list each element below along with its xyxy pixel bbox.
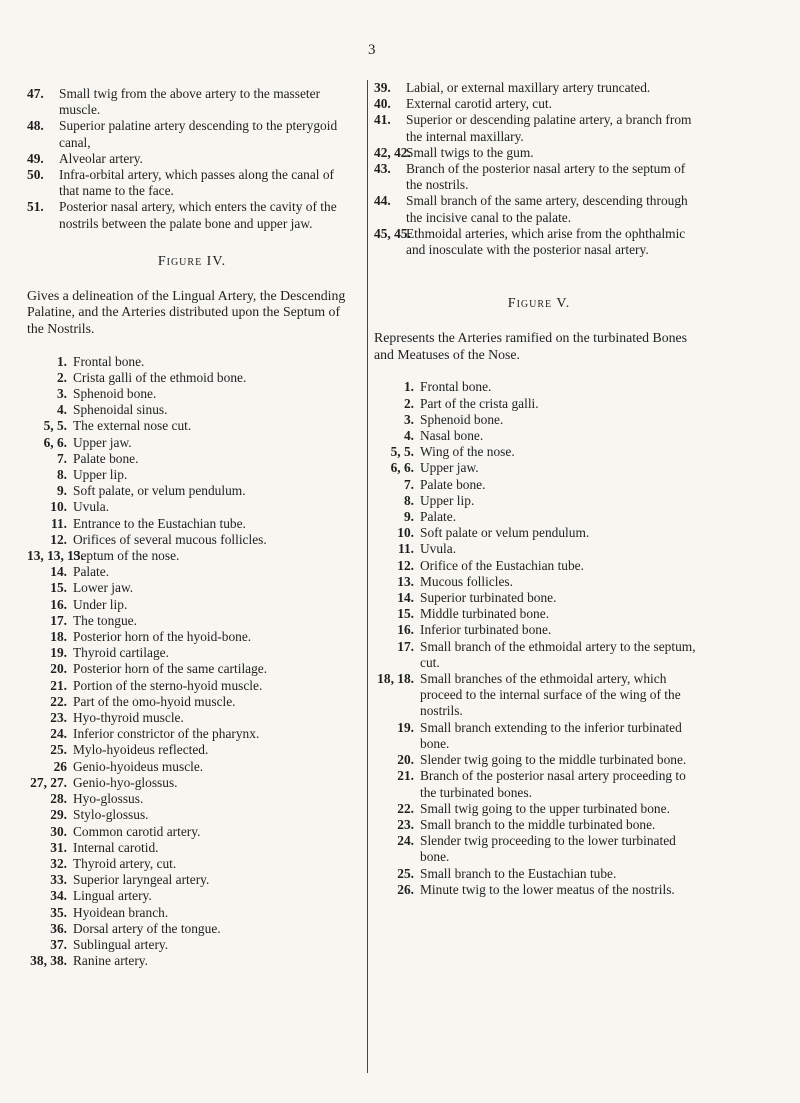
legend-entry [27, 694, 357, 710]
entry-number: 3. [56, 386, 67, 402]
legend-entry [374, 412, 704, 428]
legend-entry [374, 444, 704, 460]
entry-text: Ranine artery. [73, 953, 148, 969]
entry-text: Upper jaw. [73, 434, 132, 450]
legend-entry [27, 856, 357, 872]
entry-text: Sphenoid bone. [73, 386, 157, 402]
legend-entry [374, 590, 704, 606]
legend-entry [374, 428, 704, 444]
legend-entry [374, 112, 704, 144]
legend-entry [27, 354, 357, 370]
entry-text: Small branch to the middle turbinated bone. [420, 816, 656, 832]
legend-entry [27, 167, 357, 199]
legend-entry [374, 80, 704, 96]
legend-entry [27, 86, 357, 118]
legend-entry [27, 199, 357, 231]
entry-text: Stylo-glossus. [73, 807, 149, 823]
entry-number: 21. [50, 677, 67, 693]
entry-text: Upper lip. [420, 492, 475, 508]
legend-entry [27, 661, 357, 677]
entry-text: Soft palate, or velum pendulum. [73, 483, 246, 499]
entry-text: Uvula. [73, 499, 110, 515]
entry-number: 2. [56, 369, 67, 385]
entry-text: Hyo-thyroid muscle. [73, 710, 184, 726]
entry-number: 39. [374, 80, 391, 95]
entry-text: Small twig going to the upper turbinated bone. [420, 800, 670, 816]
entry-text: Uvula. [420, 541, 457, 557]
legend-entry [27, 872, 357, 888]
entry-text: Soft palate or velum pendulum. [420, 525, 590, 541]
entry-number: 13, 13, 13. [27, 548, 84, 564]
legend-entry [27, 418, 357, 434]
entry-number: 8. [56, 467, 67, 483]
entry-text: Orifices of several mucous follicles. [73, 531, 267, 547]
entry-text: Superior palatine artery descending to the pterygoid canal, [59, 118, 338, 150]
entry-text: Mylo-hyoideus reflected. [73, 742, 209, 758]
entry-number: 29. [50, 807, 67, 823]
entry-text: Crista galli of the ethmoid bone. [73, 369, 247, 385]
legend-entry [27, 151, 357, 167]
legend-entry [374, 606, 704, 622]
entry-number: 23. [397, 816, 414, 832]
entry-text: Branch of the posterior nasal artery to the septum of the nostrils. [406, 161, 686, 193]
entry-number: 4. [56, 402, 67, 418]
entry-number: 8. [403, 492, 414, 508]
legend-entry [374, 768, 704, 800]
legend-entry [27, 953, 357, 969]
entry-number: 38, 38. [30, 953, 67, 969]
entry-number: 22. [397, 800, 414, 816]
entry-text: Superior laryngeal artery. [73, 872, 210, 888]
entry-number: 13. [397, 573, 414, 589]
figure-iv-legend [27, 354, 357, 970]
entry-number: 47. [27, 86, 44, 101]
entry-number: 22. [50, 693, 67, 709]
legend-entry [374, 574, 704, 590]
entry-text: Ethmoidal arteries, which arise from the ophthalmic and inosculate with the posterior nasal artery. [406, 225, 686, 258]
legend-entry [374, 145, 704, 161]
entry-text: Posterior horn of the same cartilage. [73, 661, 268, 677]
entry-text: Minute twig to the lower meatus of the nostrils. [420, 881, 675, 897]
entry-number: 12. [397, 557, 414, 573]
legend-entry [374, 882, 704, 898]
entry-text: Branch of the posterior nasal artery proceeding to the turbinated bones. [420, 768, 686, 800]
entry-text: Middle turbinated bone. [420, 606, 550, 622]
figure-iv-title: Figure IV. [157, 253, 227, 269]
entry-text: Wing of the nose. [420, 444, 515, 460]
legend-entry [374, 161, 704, 193]
legend-entry [27, 564, 357, 580]
legend-entry [374, 193, 704, 225]
legend-entry [374, 639, 704, 671]
entry-text: Lower jaw. [73, 580, 134, 596]
figure-v-title: Figure V. [507, 296, 571, 312]
legend-entry [27, 499, 357, 515]
legend-entry [27, 726, 357, 742]
legend-entry [27, 629, 357, 645]
entry-text: Septum of the nose. [73, 548, 180, 564]
entry-number: 50. [27, 167, 44, 183]
entry-text: Upper jaw. [420, 460, 479, 476]
legend-entry [27, 710, 357, 726]
entry-text: Palate bone. [420, 476, 486, 492]
legend-entry [374, 720, 704, 752]
legend-entry [374, 379, 704, 395]
entry-text: Posterior horn of the hyoid-bone. [73, 629, 252, 645]
entry-text: Small branch to the Eustachian tube. [420, 865, 617, 881]
entry-number: 36. [50, 920, 67, 936]
entry-number: 44. [374, 193, 391, 209]
entry-number: 19. [50, 645, 67, 661]
page-number: 3 [368, 42, 376, 58]
entry-number: 24. [397, 833, 414, 849]
entry-text: Superior turbinated bone. [420, 590, 557, 606]
figure-iv-description: Gives a delineation of the Lingual Artery, the Descending Palatine, and the Arteries distributed upon the Septum of the Nostrils. [27, 287, 346, 337]
entry-number: 32. [50, 855, 67, 871]
entry-text: External carotid artery, cut. [406, 96, 552, 112]
legend-entry [27, 548, 357, 564]
legend-entry [27, 921, 357, 937]
entry-text: Frontal bone. [420, 379, 492, 395]
legend-entry [374, 541, 704, 557]
figure-v-description: Represents the Arteries ramified on the turbinated Bones and Meatuses of the Nose. [374, 330, 688, 362]
legend-entry [27, 905, 357, 921]
entry-number: 25. [50, 742, 67, 758]
entry-number: 35. [50, 904, 67, 920]
entry-text: Small twig from the above artery to the masseter muscle. [59, 86, 321, 118]
entry-text: Entrance to the Eustachian tube. [73, 515, 246, 531]
entry-number: 33. [50, 872, 67, 888]
legend-entry [27, 759, 357, 775]
entry-number: 15. [50, 580, 67, 596]
entry-number: 1. [56, 353, 67, 369]
legend-entry [27, 467, 357, 483]
entry-text: Superior or descending palatine artery, a branch from the internal maxillary. [406, 112, 692, 144]
legend-entry [27, 937, 357, 953]
entry-number: 2. [403, 395, 414, 411]
entry-text: Alveolar artery. [59, 150, 143, 166]
entry-text: Palate bone. [73, 450, 139, 466]
entry-number: 17. [397, 638, 414, 654]
entry-number: 41. [374, 112, 391, 128]
legend-entry [27, 840, 357, 856]
entry-number: 42, 42. [374, 144, 411, 160]
entry-number: 6, 6. [390, 460, 414, 476]
legend-entry [374, 477, 704, 493]
entry-text: Slender twig proceeding to the lower turbinated bone. [420, 833, 676, 865]
entry-text: Small branches of the ethmoidal artery, which proceed to the internal surface of the wing of the nostrils. [420, 671, 681, 719]
right-column [374, 80, 704, 898]
legend-entry [27, 807, 357, 823]
entry-number: 24. [50, 726, 67, 742]
entry-text: Inferior constrictor of the pharynx. [73, 726, 260, 742]
entry-number: 43. [374, 161, 391, 177]
entry-text: Inferior turbinated bone. [420, 622, 552, 638]
entry-text: Upper lip. [73, 467, 128, 483]
entry-number: 4. [403, 428, 414, 444]
entry-text: Hyo-glossus. [73, 791, 144, 807]
legend-entry [27, 791, 357, 807]
legend-entry [374, 817, 704, 833]
entry-number: 9. [56, 483, 67, 499]
legend-entry [27, 742, 357, 758]
entry-number: 51. [27, 199, 44, 215]
entry-number: 19. [397, 719, 414, 735]
entry-number: 7. [56, 450, 67, 466]
entry-number: 14. [50, 564, 67, 580]
entry-text: Common carotid artery. [73, 823, 201, 839]
entry-number: 37. [50, 936, 67, 952]
entry-text: Sublingual artery. [73, 936, 169, 952]
legend-entry [27, 370, 357, 386]
legend-entry [374, 493, 704, 509]
entry-text: Thyroid cartilage. [73, 645, 169, 661]
entry-number: 16. [397, 622, 414, 638]
entry-text: Part of the omo-hyoid muscle. [73, 693, 236, 709]
legend-entry [27, 888, 357, 904]
entry-text: Portion of the sterno-hyoid muscle. [73, 677, 263, 693]
entry-text: Frontal bone. [73, 353, 145, 369]
entry-text: Labial, or external maxillary artery truncated. [406, 80, 651, 95]
entry-number: 15. [397, 606, 414, 622]
legend-entry [27, 451, 357, 467]
legend-entry [374, 525, 704, 541]
entry-text: Infra-orbital artery, which passes along the canal of that name to the face. [59, 167, 335, 199]
entry-text: Part of the crista galli. [420, 395, 539, 411]
legend-entry [374, 752, 704, 768]
legend-entry [27, 532, 357, 548]
entry-number: 48. [27, 118, 44, 134]
legend-entry [374, 558, 704, 574]
legend-entry [374, 866, 704, 882]
entry-number: 31. [50, 839, 67, 855]
entry-number: 27, 27. [30, 774, 67, 790]
entry-number: 14. [397, 590, 414, 606]
entry-number: 10. [397, 525, 414, 541]
entry-number: 30. [50, 823, 67, 839]
entry-text: Internal carotid. [73, 839, 159, 855]
entry-number: 49. [27, 150, 44, 166]
entry-number: 1. [403, 379, 414, 395]
entry-text: Under lip. [73, 596, 128, 612]
entry-number: 20. [397, 752, 414, 768]
legend-entry [27, 386, 357, 402]
legend-entry [374, 833, 704, 865]
entry-text: Small branch of the ethmoidal artery to the septum, cut. [420, 638, 696, 670]
entry-number: 26. [397, 881, 414, 897]
legend-entry [27, 402, 357, 418]
entry-number: 28. [50, 791, 67, 807]
legend-entry [27, 118, 357, 150]
entry-number: 6, 6. [43, 434, 67, 450]
left-top-list [27, 86, 357, 232]
entry-text: Sphenoidal sinus. [73, 402, 168, 418]
entry-text: The external nose cut. [73, 418, 192, 434]
entry-text: Slender twig going to the middle turbinated bone. [420, 752, 687, 768]
entry-text: Small twigs to the gum. [406, 144, 534, 160]
column-divider [367, 80, 368, 1073]
entry-text: Lingual artery. [73, 888, 152, 904]
legend-entry [27, 678, 357, 694]
entry-number: 7. [403, 476, 414, 492]
entry-text: Genio-hyoideus muscle. [73, 758, 204, 774]
entry-text: Genio-hyo-glossus. [73, 774, 178, 790]
legend-entry [374, 96, 704, 112]
legend-entry [27, 645, 357, 661]
entry-text: Posterior nasal artery, which enters the cavity of the nostrils between the palate bone and upper jaw. [59, 199, 337, 231]
entry-number: 5, 5. [390, 444, 414, 460]
legend-entry [27, 824, 357, 840]
entry-number: 11. [398, 541, 414, 557]
entry-text: The tongue. [73, 612, 137, 628]
entry-text: Mucous follicles. [420, 573, 513, 589]
entry-number: 18, 18. [377, 671, 414, 687]
entry-text: Nasal bone. [420, 428, 484, 444]
legend-entry [374, 509, 704, 525]
legend-entry [27, 580, 357, 596]
entry-number: 10. [50, 499, 67, 515]
left-column [27, 86, 357, 969]
entry-number: 16. [50, 596, 67, 612]
legend-entry [374, 622, 704, 638]
legend-entry [374, 460, 704, 476]
entry-number: 5, 5. [43, 418, 67, 434]
entry-text: Small branch extending to the inferior turbinated bone. [420, 719, 682, 751]
figure-v-legend [374, 379, 704, 898]
entry-text: Orifice of the Eustachian tube. [420, 557, 584, 573]
entry-text: Thyroid artery, cut. [73, 855, 177, 871]
entry-text: Palate. [420, 509, 457, 525]
entry-text: Palate. [73, 564, 110, 580]
entry-number: 45, 45. [374, 225, 411, 241]
legend-entry [27, 613, 357, 629]
entry-number: 20. [50, 661, 67, 677]
legend-entry [374, 226, 704, 258]
entry-number: 21. [397, 768, 414, 784]
legend-entry [374, 801, 704, 817]
legend-entry [27, 597, 357, 613]
entry-number: 11. [51, 515, 67, 531]
legend-entry [27, 516, 357, 532]
right-top-list [374, 80, 704, 258]
entry-number: 25. [397, 865, 414, 881]
entry-number: 26 [53, 758, 67, 774]
entry-number: 9. [403, 509, 414, 525]
legend-entry [27, 775, 357, 791]
entry-number: 17. [50, 612, 67, 628]
legend-entry [374, 671, 704, 720]
entry-text: Sphenoid bone. [420, 411, 504, 427]
entry-text: Hyoidean branch. [73, 904, 169, 920]
entry-number: 18. [50, 629, 67, 645]
entry-text: Small branch of the same artery, descending through the incisive canal to the palate. [406, 193, 688, 225]
legend-entry [27, 435, 357, 451]
entry-text: Dorsal artery of the tongue. [73, 920, 221, 936]
legend-entry [374, 396, 704, 412]
entry-number: 12. [50, 531, 67, 547]
entry-number: 34. [50, 888, 67, 904]
entry-number: 23. [50, 710, 67, 726]
entry-number: 40. [374, 96, 391, 112]
legend-entry [27, 483, 357, 499]
entry-number: 3. [403, 411, 414, 427]
